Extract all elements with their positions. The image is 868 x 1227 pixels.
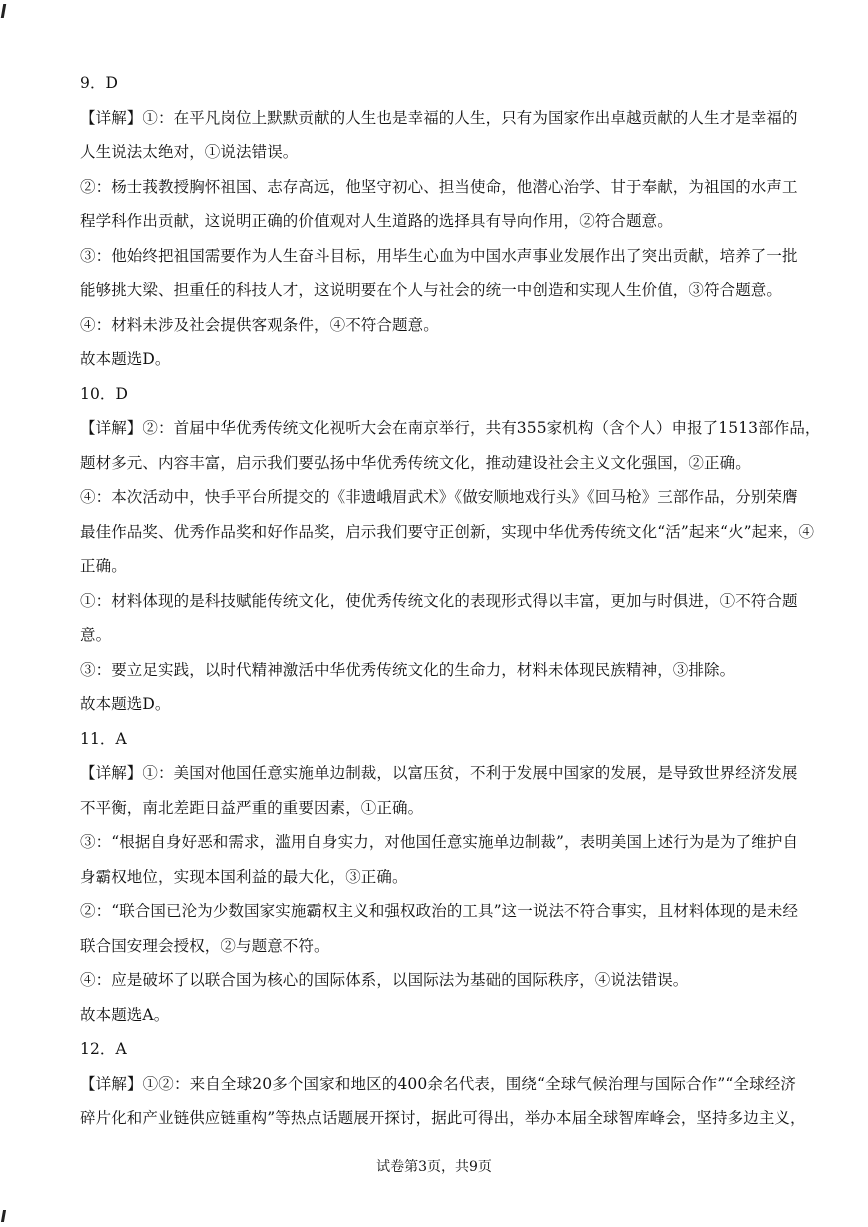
explanation-line: ③：“根据自身好恶和需求，滥用自身实力，对他国任意实施单边制裁”，表明美国上述行为是为了维护自 bbox=[80, 833, 799, 851]
explanation-line: 【详解】①：在平凡岗位上默默贡献的人生也是幸福的人生，只有为国家作出卓越贡献的人生才是幸福的 bbox=[80, 108, 798, 127]
answer-explanation-body bbox=[80, 66, 821, 1136]
explanation-line: 【详解】①：美国对他国任意实施单边制裁，以富压贫，不利于发展中国家的发展，是导致世界经济发展 bbox=[80, 764, 798, 782]
explanation-line: 故本题选D。 bbox=[80, 350, 171, 368]
explanation-line: 程学科作出贡献，这说明正确的价值观对人生道路的选择具有导向作用，②符合题意。 bbox=[80, 212, 673, 230]
explanation-line: ④：本次活动中，快手平台所提交的《非遗峨眉武术》《做安顺地戏行头》《回马枪》三部作品，分别荣膺 bbox=[80, 488, 798, 506]
explanation-line: ③：要立足实践，以时代精神激活中华优秀传统文化的生命力，材料未体现民族精神，③排除。 bbox=[80, 660, 736, 679]
explanation-line: 人生说法太绝对，①说法错误。 bbox=[80, 143, 299, 161]
question-answer-heading: 12．A bbox=[80, 1040, 127, 1058]
explanation-line: ②：“联合国已沦为少数国家实施霸权主义和强权政治的工具”这一说法不符合事实，且材料体现的是未经 bbox=[80, 902, 799, 920]
explanation-line: ②：杨士莪教授胸怀祖国、志存高远，他坚守初心、担当使命，他潜心治学、甘于奉献，为祖国的水声工 bbox=[80, 177, 798, 196]
explanation-line: 身霸权地位，实现本国利益的最大化，③正确。 bbox=[80, 867, 408, 886]
explanation-line: ③：他始终把祖国需要作为人生奋斗目标，用毕生心血为中国水声事业发展作出了突出贡献，培养了一批 bbox=[80, 246, 798, 265]
page-footer: 试卷第3页，共9页 bbox=[376, 1159, 492, 1175]
explanation-line: 故本题选A。 bbox=[80, 1005, 170, 1024]
question-answer-heading: 10．D bbox=[80, 384, 129, 403]
explanation-line: 意。 bbox=[80, 626, 112, 644]
explanation-line: ①：材料体现的是科技赋能传统文化，使优秀传统文化的表现形式得以丰富，更加与时俱进，①不符合题 bbox=[80, 591, 798, 610]
explanation-line: 碎片化和产业链供应链重构”等热点话题展开探讨，据此可得出，举办本届全球智库峰会，坚持多边主义， bbox=[80, 1109, 806, 1127]
explanation-line: 【详解】②：首届中华优秀传统文化视听大会在南京举行，共有355家机构（含个人）申报了1513部作品， bbox=[80, 419, 821, 437]
explanation-line: 【详解】①②：来自全球20多个国家和地区的400余名代表，围绕“全球气候治理与国际合作”“全球经济 bbox=[80, 1074, 796, 1093]
explanation-line: 最佳作品奖、优秀作品奖和好作品奖，启示我们要守正创新，实现中华优秀传统文化“活”起来“火”起来，④ bbox=[80, 522, 815, 541]
scan-corner-mark-bottom bbox=[1, 1210, 6, 1222]
explanation-line: 正确。 bbox=[80, 557, 127, 575]
explanation-line: 题材多元、内容丰富，启示我们要弘扬中华优秀传统文化，推动建设社会主义文化强国，②正确。 bbox=[80, 453, 751, 472]
question-answer-heading: 9．D bbox=[80, 74, 119, 92]
explanation-line: 联合国安理会授权，②与题意不符。 bbox=[80, 936, 330, 955]
explanation-line: 能够挑大梁、担重任的科技人才，这说明要在个人与社会的统一中创造和实现人生价值，③符合题意。 bbox=[80, 281, 783, 299]
explanation-line: ④：应是破坏了以联合国为核心的国际体系，以国际法为基础的国际秩序，④说法错误。 bbox=[80, 971, 689, 989]
question-answer-heading: 11．A bbox=[80, 729, 127, 748]
explanation-line: 故本题选D。 bbox=[80, 695, 171, 713]
explanation-line: 不平衡，南北差距日益严重的重要因素，①正确。 bbox=[80, 798, 424, 817]
explanation-line: ④：材料未涉及社会提供客观条件，④不符合题意。 bbox=[80, 315, 439, 334]
scan-corner-mark-top bbox=[1, 4, 6, 18]
